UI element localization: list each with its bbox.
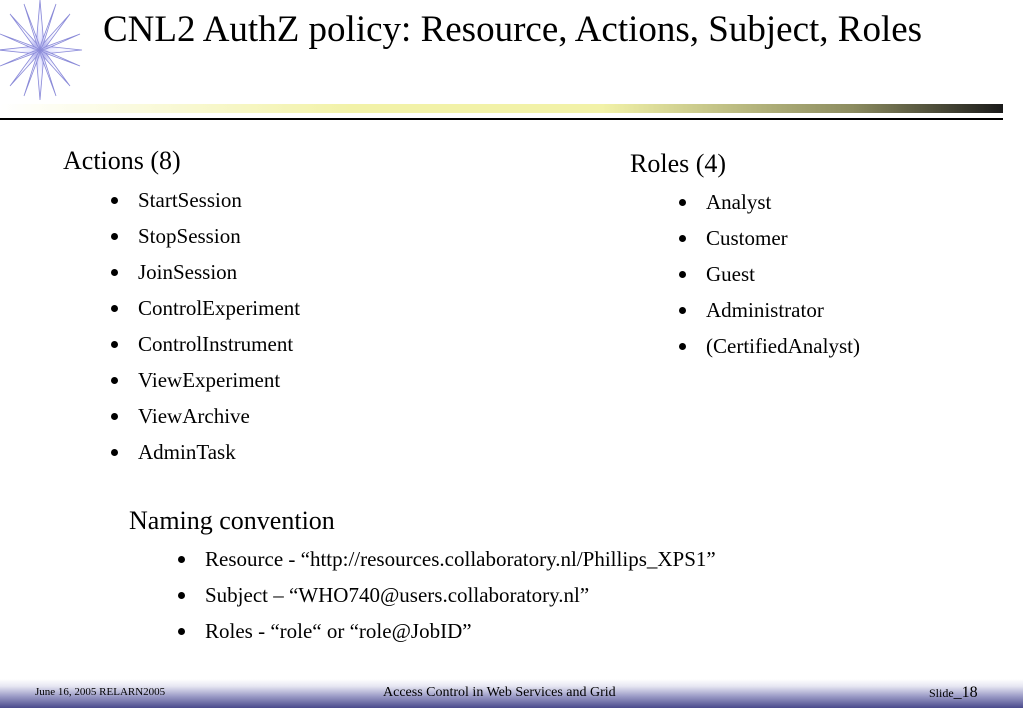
naming-item: Roles - “role“ or “role@JobID”	[205, 613, 716, 649]
bullet-icon	[178, 628, 185, 635]
bullet-icon	[111, 233, 118, 240]
roles-list	[706, 184, 860, 364]
roles-heading: Roles (4)	[630, 149, 727, 178]
naming-heading: Naming convention	[129, 506, 335, 535]
naming-list	[205, 541, 716, 649]
role-item: Analyst	[706, 184, 860, 220]
title-underline-bar	[0, 104, 1003, 113]
bullet-icon	[679, 271, 686, 278]
bullet-icon	[111, 197, 118, 204]
bullet-icon	[111, 341, 118, 348]
actions-heading: Actions (8)	[63, 146, 181, 175]
bullet-icon	[111, 305, 118, 312]
footer-talk-title: Access Control in Web Services and Grid	[383, 685, 616, 700]
bullet-icon	[111, 449, 118, 456]
action-item: ViewArchive	[138, 398, 300, 434]
bullet-icon	[679, 307, 686, 314]
bullet-icon	[679, 235, 686, 242]
role-item: Guest	[706, 256, 860, 292]
action-item: StopSession	[138, 218, 300, 254]
naming-item: Subject – “WHO740@users.collaboratory.nl”	[205, 577, 716, 613]
star-logo-icon	[0, 0, 86, 102]
bullet-icon	[111, 269, 118, 276]
naming-item: Resource - “http://resources.collaboratory.nl/Phillips_XPS1”	[205, 541, 716, 577]
footer-date-event: June 16, 2005 RELARN2005	[35, 686, 166, 698]
action-item: JoinSession	[138, 254, 300, 290]
role-item: Customer	[706, 220, 860, 256]
bullet-icon	[111, 413, 118, 420]
slide-number	[929, 684, 978, 702]
bullet-icon	[178, 592, 185, 599]
bullet-icon	[679, 343, 686, 350]
bullet-icon	[679, 199, 686, 206]
slide-number-value: _18	[953, 684, 978, 701]
action-item: AdminTask	[138, 434, 300, 470]
bullet-icon	[178, 556, 185, 563]
bullet-icon	[111, 377, 118, 384]
slide-title: CNL2 AuthZ policy: Resource, Actions, Subject, Roles	[103, 9, 923, 50]
action-item: ControlInstrument	[138, 326, 300, 362]
action-item: ViewExperiment	[138, 362, 300, 398]
title-divider-line	[0, 118, 1003, 120]
action-item: StartSession	[138, 182, 300, 218]
action-item: ControlExperiment	[138, 290, 300, 326]
role-item: Administrator	[706, 292, 860, 328]
slide-label: Slide	[929, 686, 954, 700]
actions-list	[138, 182, 300, 470]
role-item: (CertifiedAnalyst)	[706, 328, 860, 364]
